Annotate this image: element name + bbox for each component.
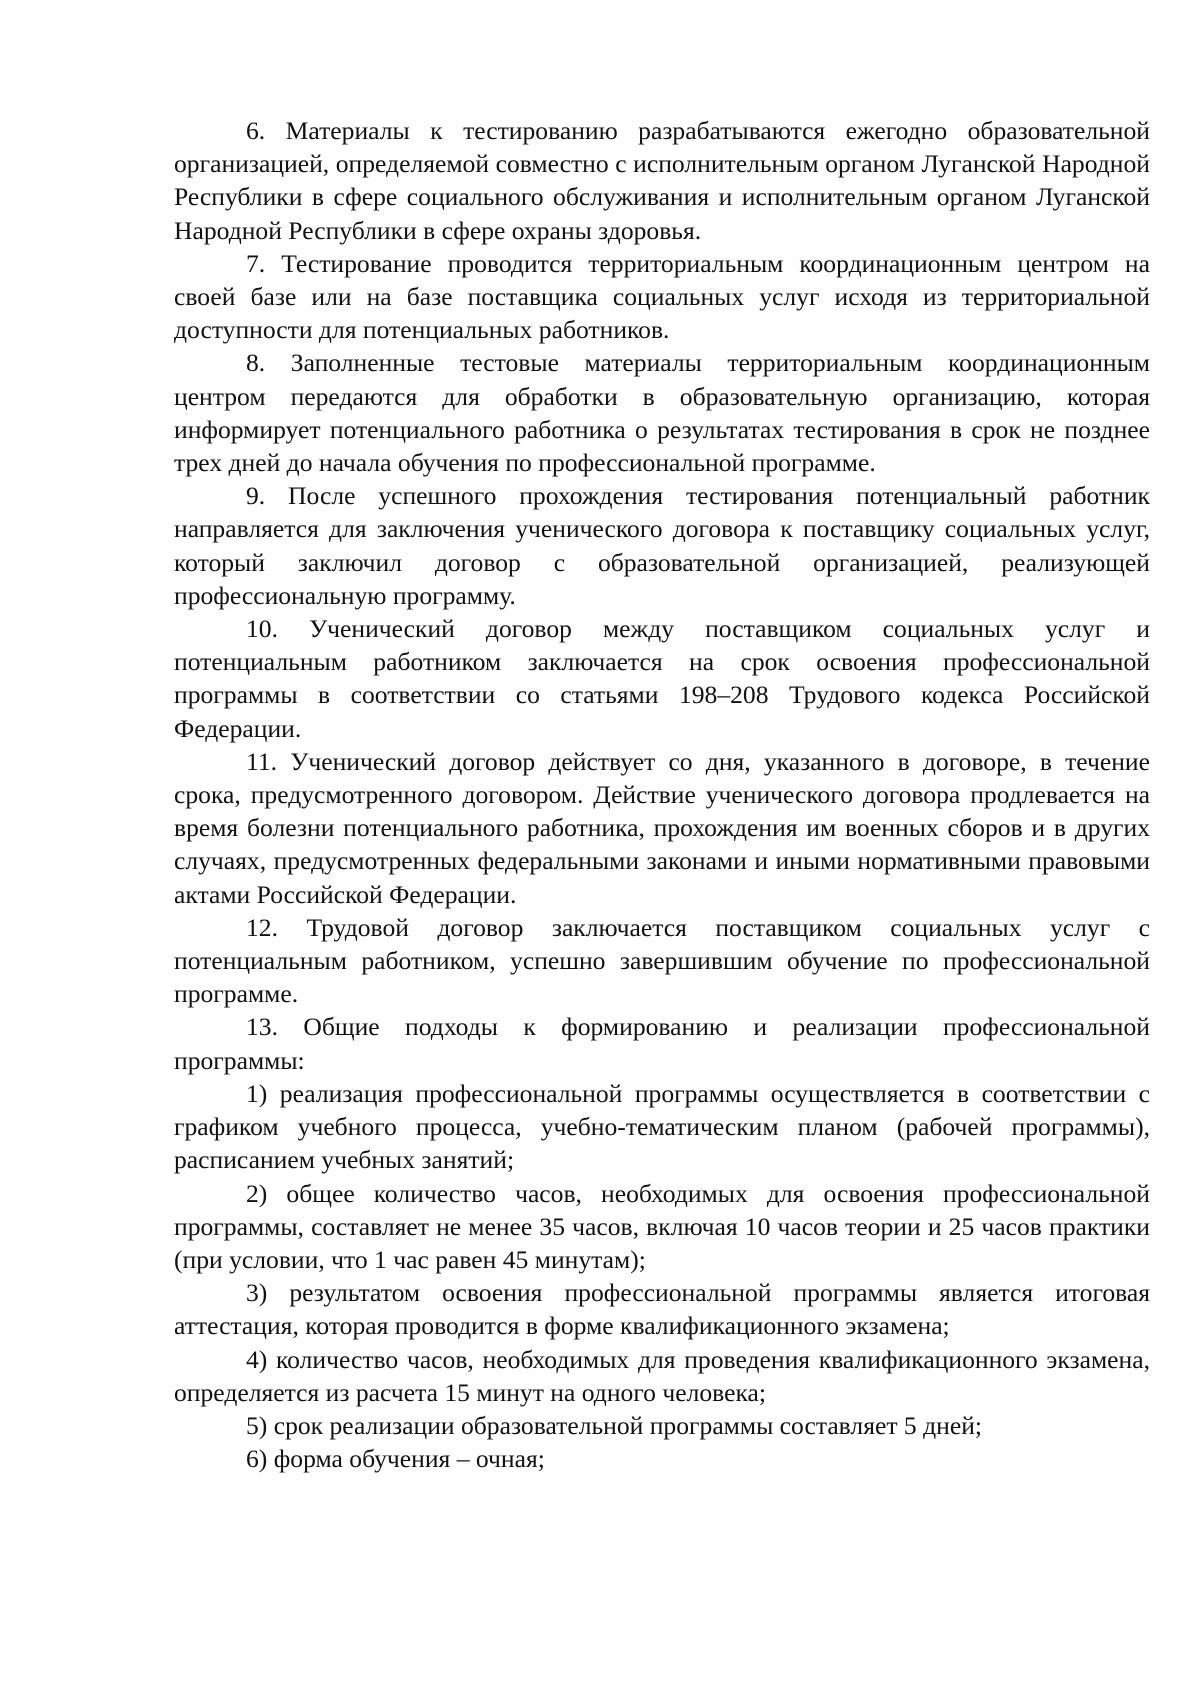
- subitem-6: 6) форма обучения – очная;: [246, 1444, 545, 1474]
- document-page: [174, 114, 1150, 1475]
- paragraph-item-12: 12. Трудовой договор заключается поставщиком социальных услуг с потенциальным работником, успешно завершившим обучение по профессиональной программе.: [174, 912, 1150, 1009]
- paragraph-item-13: 13. Общие подходы к формированию и реализации профессиональной программы:: [174, 1012, 1150, 1075]
- subitem-2: 2) общее количество часов, необходимых для освоения профессиональной программы, составляет не менее 35 часов, включая 10 часов теории и 25 часов практики (при условии, что 1 час равен 45 минутам);: [174, 1178, 1150, 1274]
- paragraph-item-11: 11. Ученический договор действует со дня, указанного в договоре, в течение срока, предусмотренного договором. Действие ученического договора продлевается на время болезни потенциального работника, прохождения им военных сборов и в других случаях, предусмотренных федеральными законами и иными нормативными правовыми актами Российской Федерации.: [174, 746, 1150, 909]
- subitem-4: 4) количество часов, необходимых для проведения квалификационного экзамена, определяется из расчета 15 минут на одного человека;: [174, 1344, 1150, 1407]
- paragraph-item-10: 10. Ученический договор между поставщиком социальных услуг и потенциальным работником заключается на срок освоения профессиональной программы в соответствии со статьями 198–208 Трудового кодекса Российской Федерации.: [174, 614, 1150, 743]
- paragraph-item-7: 7. Тестирование проводится территориальным координационным центром на своей базе или на базе поставщика социальных услуг исходя из территориальной доступности для потенциальных работников.: [174, 248, 1150, 345]
- paragraph-item-9: 9. После успешного прохождения тестирования потенциальный работник направляется для заключения ученического договора к поставщику социальных услуг, который заключил договор с образовательной организацией, реализующей профессиональную программу.: [174, 481, 1150, 610]
- subitem-1: 1) реализация профессиональной программы осуществляется в соответствии с графиком учебного процесса, учебно-тематическим планом (рабочей программы), расписанием учебных занятий;: [174, 1078, 1150, 1175]
- paragraph-item-8: 8. Заполненные тестовые материалы территориальным координационным центром передаются для обработки в образовательную организацию, которая информирует потенциального работника о результатах тестирования в срок не позднее трех дней до начала обучения по профессиональной программе.: [174, 348, 1150, 478]
- subitem-5: 5) срок реализации образовательной программы составляет 5 дней;: [246, 1410, 982, 1440]
- paragraph-item-6: 6. Материалы к тестированию разрабатываются ежегодно образовательной организацией, определяемой совместно с исполнительным органом Луганской Народной Республики в сфере социального обслуживания и исполнительным органом Луганской Народной Республики в сфере охраны здоровья.: [174, 116, 1150, 245]
- subitem-3: 3) результатом освоения профессиональной программы является итоговая аттестация, которая проводится в форме квалификационного экзамена;: [174, 1278, 1150, 1341]
